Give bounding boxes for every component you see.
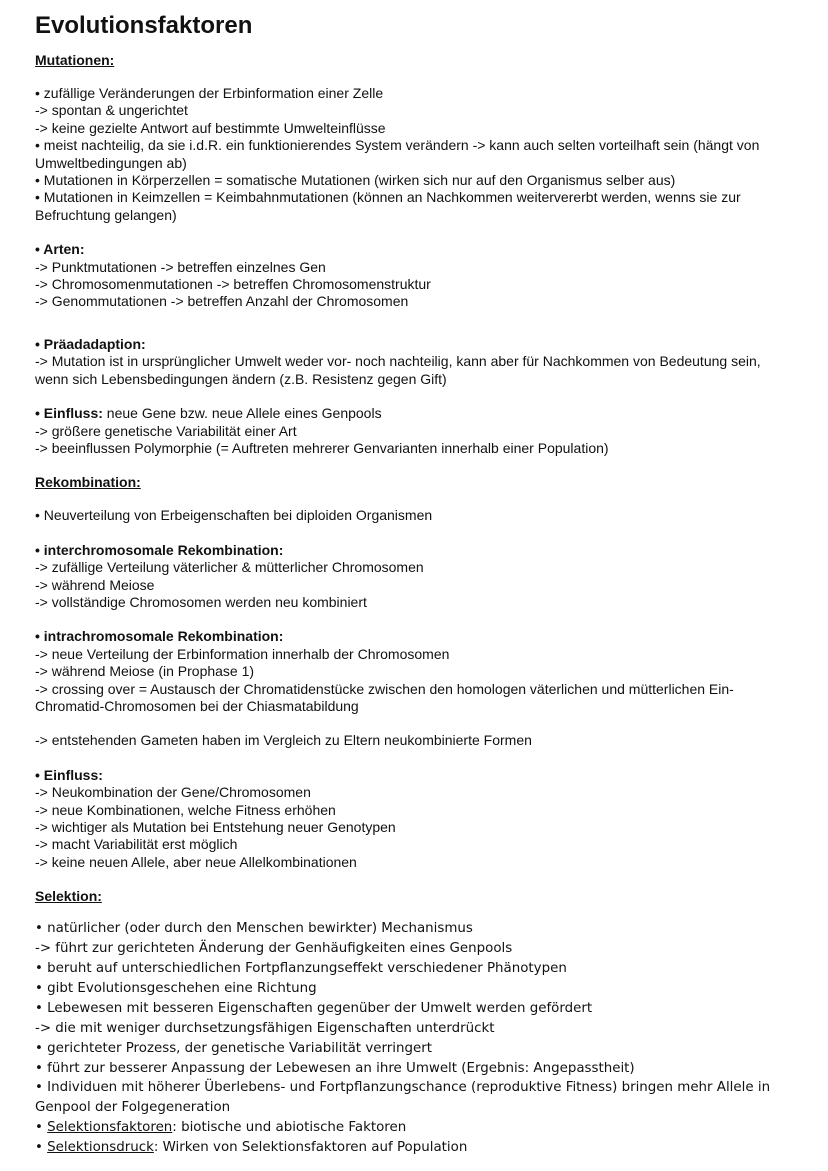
text-line: • Lebewesen mit besseren Eigenschaften gegenüber der Umwelt werden gefördert (35, 1000, 593, 1016)
text-line: -> während Meiose (35, 576, 155, 593)
text-line: -> wichtiger als Mutation bei Entstehung neuer Genotypen (35, 819, 396, 835)
rekombination-gameten (35, 732, 825, 749)
section-heading-selektion: Selektion: (35, 888, 102, 905)
text-line: • Neuverteilung von Erbeigenschaften bei diploiden Organismen (35, 507, 433, 524)
text-line: • beruht auf unterschiedlichen Fortpflanzungseffekt verschiedener Phänotypen (35, 961, 567, 977)
selektionsfaktoren-line: • Selektionsfaktoren: biotische und abiotische Faktoren (35, 1120, 407, 1136)
text-line: • führt zur besserer Anpassung der Lebewesen an ihre Umwelt (Ergebnis: Angepasstheit) (35, 1060, 635, 1076)
text-line: • gibt Evolutionsgeschehen eine Richtung (35, 980, 317, 996)
mutationen-praeadaption (35, 336, 825, 388)
term-selektionsdruck: Selektionsdruck (47, 1140, 154, 1156)
text-line: -> Neukombination der Gene/Chromosomen (35, 784, 311, 801)
section-mutationen (35, 52, 825, 457)
subheading-einfluss: • Einfluss: neue Gene bzw. neue Allele eines Genpools (35, 405, 382, 422)
text-line: Umweltbedingungen ab) (35, 154, 187, 171)
text-line: -> Mutation ist in ursprünglicher Umwelt weder vor- noch nachteilig, kann aber für Nachkommen von Bedeutung sein, (35, 353, 761, 370)
subheading-intra: • intrachromosomale Rekombination: (35, 628, 284, 645)
text-line: wenn sich Lebensbedingungen ändern (z.B. Resistenz gegen Gift) (35, 370, 447, 387)
text-line: • gerichteter Prozess, der genetische Variabilität verringert (35, 1040, 432, 1056)
selektionsdruck-line: • Selektionsdruck: Wirken von Selektionsfaktoren auf Population (35, 1140, 468, 1156)
text-line: -> neue Kombinationen, welche Fitness erhöhen (35, 801, 336, 818)
document-page (35, 12, 825, 1158)
subheading-einfluss: • Einfluss: (35, 766, 103, 783)
text-line: -> die mit weniger durchsetzungsfähigen Eigenschaften unterdrückt (35, 1020, 495, 1036)
text-line: -> größere genetische Variabilität einer Art (35, 422, 297, 439)
text-line: -> macht Variabilität erst möglich (35, 836, 238, 853)
text-line: -> keine gezielte Antwort auf bestimmte Umwelteinflüsse (35, 119, 386, 136)
subheading-arten: • Arten: (35, 241, 85, 258)
text-line: • natürlicher (oder durch den Menschen bewirkter) Mechanismus (35, 921, 473, 937)
section-selektion (35, 888, 825, 1158)
subheading-inter: • interchromosomale Rekombination: (35, 541, 284, 558)
text-line: Chromatid-Chromosomen bei der Chiasmatabildung (35, 697, 359, 714)
mutationen-einfluss (35, 405, 825, 457)
page-title: Evolutionsfaktoren (35, 12, 253, 39)
text-line: • Individuen mit höherer Überlebens- und Fortpflanzungschance (reproduktive Fitness) bringen mehr Allele in (35, 1080, 771, 1096)
text-line: -> vollständige Chromosomen werden neu kombiniert (35, 593, 367, 610)
subheading-praeadaption: • Präadadaption: (35, 335, 146, 352)
text-line: -> während Meiose (in Prophase 1) (35, 663, 255, 680)
rekombination-einfluss (35, 767, 825, 871)
mutationen-intro (35, 85, 825, 224)
text-line: -> führt zur gerichteten Änderung der Genhäufigkeiten eines Genpools (35, 941, 513, 957)
text-line: -> Chromosomenmutationen -> betreffen Chromosomenstruktur (35, 276, 431, 293)
text-line: -> spontan & ungerichtet (35, 102, 188, 119)
text-line: • meist nachteilig, da sie i.d.R. ein funktionierendes System verändern -> kann auch selten vorteilhaft sein (hängt von (35, 137, 760, 154)
section-rekombination (35, 474, 825, 871)
text-line: -> keine neuen Allele, aber neue Allelkombinationen (35, 853, 357, 870)
text-line: -> Punktmutationen -> betreffen einzelnes Gen (35, 258, 326, 275)
rekombination-inter (35, 542, 825, 612)
text-line: -> Genommutationen -> betreffen Anzahl der Chromosomen (35, 293, 409, 310)
mutationen-arten (35, 241, 825, 311)
text-line: -> zufällige Verteilung väterlicher & mütterlicher Chromosomen (35, 559, 424, 576)
text-line: Befruchtung gelangen) (35, 206, 177, 223)
rekombination-intra (35, 628, 825, 715)
text-line: Genpool der Folgegeneration (35, 1100, 231, 1116)
section-heading-rekombination: Rekombination: (35, 474, 141, 491)
text-line: -> entstehenden Gameten haben im Vergleich zu Eltern neukombinierte Formen (35, 732, 532, 749)
text-line: • zufällige Veränderungen der Erbinformation einer Zelle (35, 85, 384, 101)
text-line: • Mutationen in Körperzellen = somatische Mutationen (wirken sich nur auf den Organismus selber aus) (35, 172, 676, 189)
term-selektionsfaktoren: Selektionsfaktoren (47, 1120, 173, 1136)
text-line: • Mutationen in Keimzellen = Keimbahnmutationen (können an Nachkommen weitervererbt werden, wenns sie zur (35, 189, 741, 206)
text-line: -> crossing over = Austausch der Chromatidenstücke zwischen den homologen väterlichen und mütterlichen Ein- (35, 680, 734, 697)
section-heading-mutationen: Mutationen: (35, 52, 115, 68)
rekombination-intro (35, 507, 825, 524)
text-line: -> beeinflussen Polymorphie (= Auftreten mehrerer Genvarianten innerhalb einer Population) (35, 439, 609, 456)
text-line: -> neue Verteilung der Erbinformation innerhalb der Chromosomen (35, 645, 450, 662)
